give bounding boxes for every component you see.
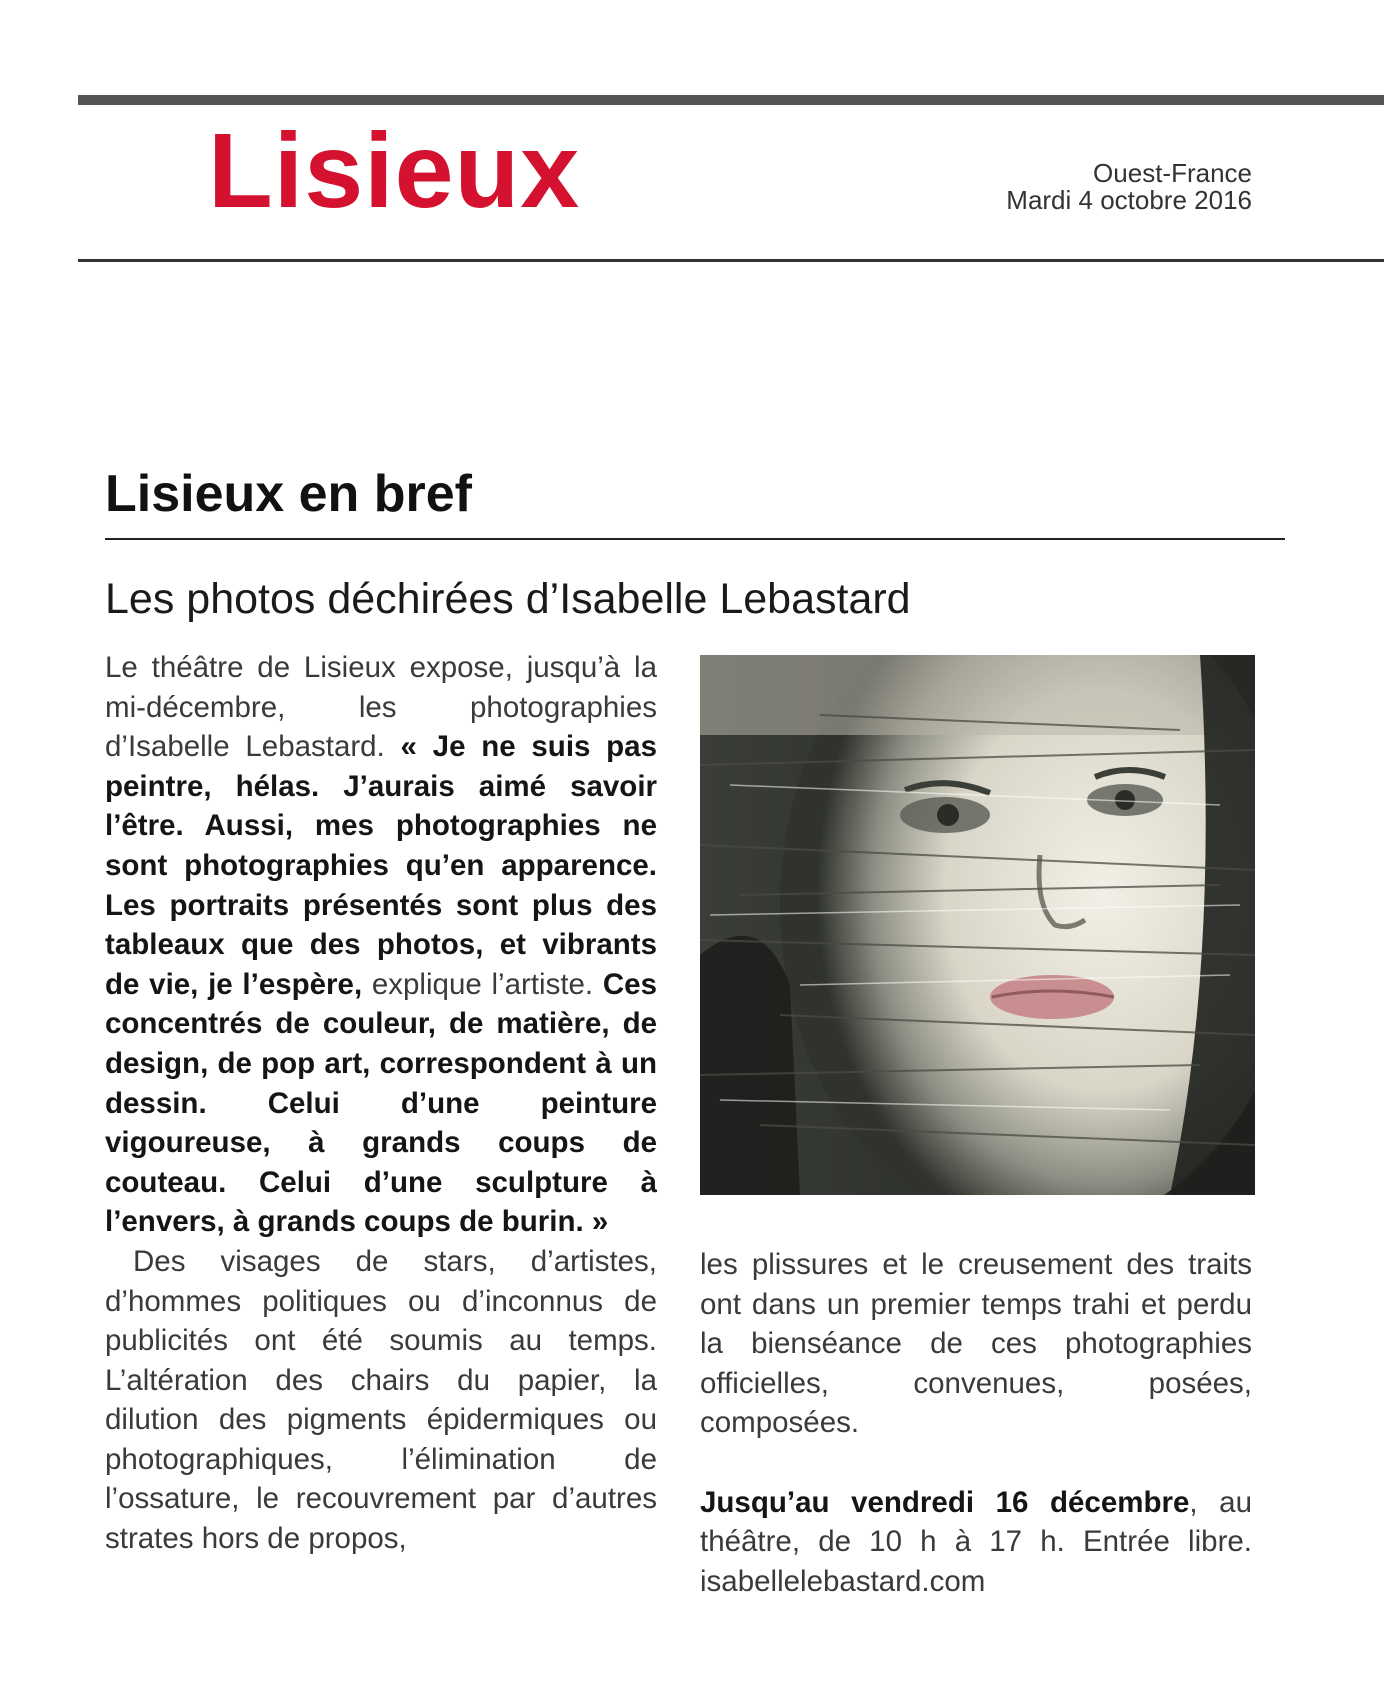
- publication-name: Ouest-France: [1093, 158, 1252, 188]
- quote-attribution: explique l’artiste.: [362, 967, 603, 1001]
- article-paragraph-2-continued: les plissures et le creusement des traits ont dans un premier temps trahi et perdu la bienséance de ces photographies officielles, convenues, posées, composées.: [700, 1248, 1252, 1440]
- article-column-left: [105, 648, 657, 1559]
- rubric-rule: [105, 538, 1285, 540]
- exhibition-dates: Jusqu’au vendredi 16 décembre: [700, 1485, 1190, 1519]
- header-rule: [78, 259, 1384, 262]
- rubric-title: Lisieux en bref: [105, 465, 472, 523]
- portrait-photo: [700, 655, 1255, 1195]
- masthead: [1006, 160, 1252, 214]
- artist-quote-1: « Je ne suis pas peintre, hélas. J’aurais aimé savoir l’être. Aussi, mes photographies ne sont photographies qu’en apparence. Les portraits présentés sont plus des tableaux que des photos, et vibrants de vie, je l’espère,: [105, 730, 657, 1001]
- article-paragraph-2: Des visages de stars, d’artistes, d’hommes politiques ou d’inconnus de publicités ont été soumis au temps. L’altération des chairs du papier, la dilution des pigments épidermiques ou photographiques, l’élimination de l’ossature, le recouvrement par d’autres strates hors de propos,: [105, 1244, 657, 1556]
- top-rule: [78, 95, 1384, 105]
- article-lead: Le théâtre de Lisieux expose, jusqu’à la mi-décembre, les photographies d’Isabelle Lebastard.: [105, 651, 657, 764]
- publication-date: Mardi 4 octobre 2016: [1006, 185, 1252, 215]
- practical-info: [700, 1483, 1252, 1602]
- exhibition-details: , au théâtre, de 10 h à 17 h. Entrée libre. isabellelebastard.com: [700, 1485, 1252, 1598]
- article-paragraph-1: [105, 648, 657, 1242]
- article-column-right: [700, 1245, 1252, 1601]
- artist-quote-2: Ces concentrés de couleur, de matière, de design, de pop art, correspondent à un dessin. Celui d’une peinture vigoureuse, à grands coups de couteau. Celui d’une sculpture à l’envers, à grands coups de burin. »: [105, 967, 657, 1239]
- section-title: Lisieux: [208, 112, 581, 230]
- article-headline: Les photos déchirées d’Isabelle Lebastard: [105, 575, 911, 623]
- torn-portrait-image: [700, 655, 1255, 1195]
